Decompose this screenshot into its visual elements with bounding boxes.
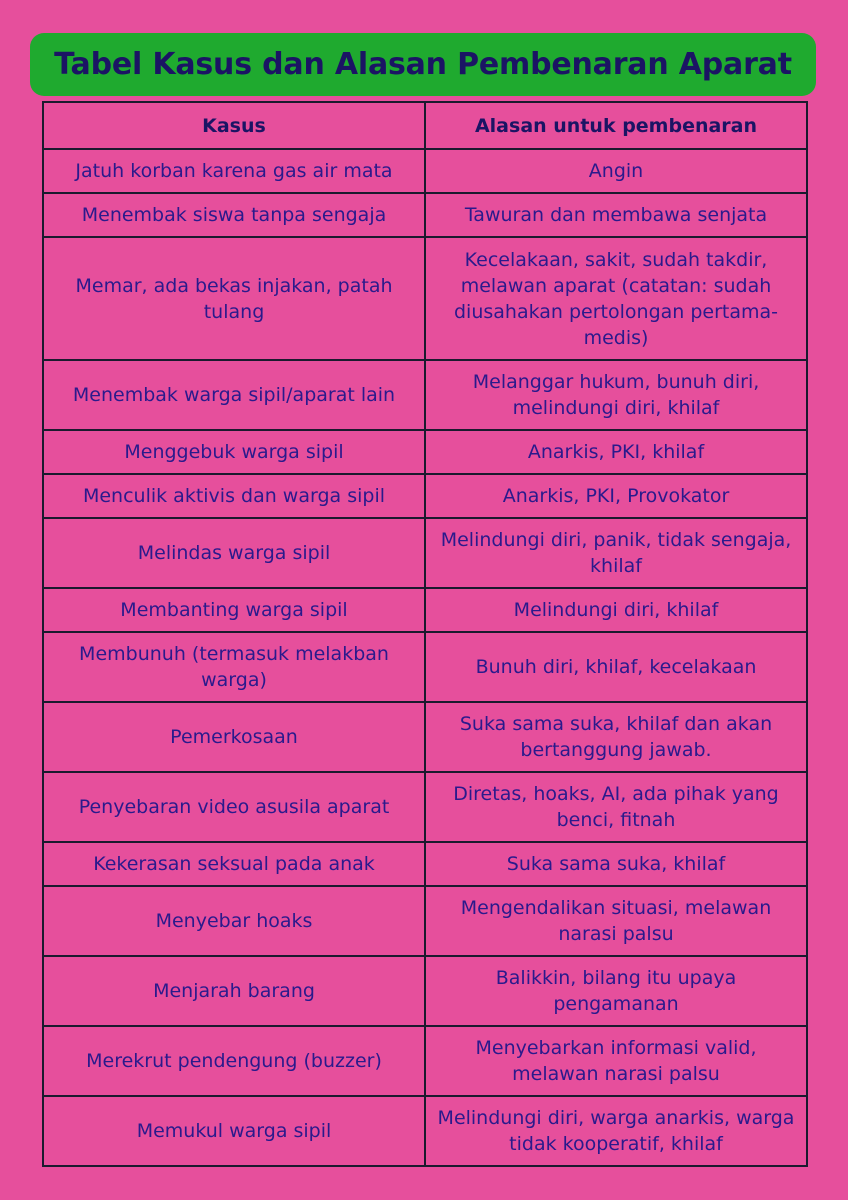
- cell-alasan: Suka sama suka, khilaf dan akan bertanggung jawab.: [425, 702, 807, 772]
- cell-kasus: Menggebuk warga sipil: [43, 430, 425, 474]
- table-row: [43, 193, 807, 237]
- table-row: [43, 149, 807, 193]
- cell-kasus: Menyebar hoaks: [43, 886, 425, 956]
- table-row: [43, 237, 807, 360]
- cell-kasus: Menembak warga sipil/aparat lain: [43, 360, 425, 430]
- cell-kasus: Jatuh korban karena gas air mata: [43, 149, 425, 193]
- table-row: [43, 1096, 807, 1166]
- table-row: [43, 474, 807, 518]
- table-row: [43, 632, 807, 702]
- cell-alasan: Mengendalikan situasi, melawan narasi palsu: [425, 886, 807, 956]
- table-row: [43, 430, 807, 474]
- cell-kasus: Kekerasan seksual pada anak: [43, 842, 425, 886]
- table-row: [43, 772, 807, 842]
- table-row: [43, 842, 807, 886]
- cell-kasus: Menculik aktivis dan warga sipil: [43, 474, 425, 518]
- cell-kasus: Membunuh (termasuk melakban warga): [43, 632, 425, 702]
- cell-alasan: Balikkin, bilang itu upaya pengamanan: [425, 956, 807, 1026]
- cell-kasus: Menjarah barang: [43, 956, 425, 1026]
- table-row: [43, 1026, 807, 1096]
- cases-table: [42, 101, 808, 1167]
- cell-alasan: Angin: [425, 149, 807, 193]
- cell-alasan: Melindungi diri, panik, tidak sengaja, khilaf: [425, 518, 807, 588]
- header-kasus: Kasus: [43, 102, 425, 149]
- cell-alasan: Kecelakaan, sakit, sudah takdir, melawan aparat (catatan: sudah diusahakan pertolongan pertama-medis): [425, 237, 807, 360]
- table-row: [43, 886, 807, 956]
- cell-alasan: Melindungi diri, warga anarkis, warga tidak kooperatif, khilaf: [425, 1096, 807, 1166]
- table-row: [43, 518, 807, 588]
- cell-alasan: Anarkis, PKI, Provokator: [425, 474, 807, 518]
- cell-kasus: Memukul warga sipil: [43, 1096, 425, 1166]
- table-header-row: [43, 102, 807, 149]
- cell-kasus: Memar, ada bekas injakan, patah tulang: [43, 237, 425, 360]
- page-title: Tabel Kasus dan Alasan Pembenaran Aparat: [54, 47, 792, 82]
- header-alasan: Alasan untuk pembenaran: [425, 102, 807, 149]
- cell-kasus: Penyebaran video asusila aparat: [43, 772, 425, 842]
- cell-kasus: Merekrut pendengung (buzzer): [43, 1026, 425, 1096]
- table-row: [43, 588, 807, 632]
- cell-alasan: Diretas, hoaks, AI, ada pihak yang benci, fitnah: [425, 772, 807, 842]
- table-row: [43, 360, 807, 430]
- cell-alasan: Tawuran dan membawa senjata: [425, 193, 807, 237]
- table-row: [43, 702, 807, 772]
- cell-kasus: Pemerkosaan: [43, 702, 425, 772]
- cell-alasan: Anarkis, PKI, khilaf: [425, 430, 807, 474]
- cell-alasan: Melindungi diri, khilaf: [425, 588, 807, 632]
- title-banner: [30, 33, 816, 96]
- cell-alasan: Bunuh diri, khilaf, kecelakaan: [425, 632, 807, 702]
- cell-kasus: Melindas warga sipil: [43, 518, 425, 588]
- table-row: [43, 956, 807, 1026]
- cell-alasan: Suka sama suka, khilaf: [425, 842, 807, 886]
- cell-alasan: Menyebarkan informasi valid, melawan narasi palsu: [425, 1026, 807, 1096]
- cell-kasus: Membanting warga sipil: [43, 588, 425, 632]
- cell-alasan: Melanggar hukum, bunuh diri, melindungi diri, khilaf: [425, 360, 807, 430]
- cell-kasus: Menembak siswa tanpa sengaja: [43, 193, 425, 237]
